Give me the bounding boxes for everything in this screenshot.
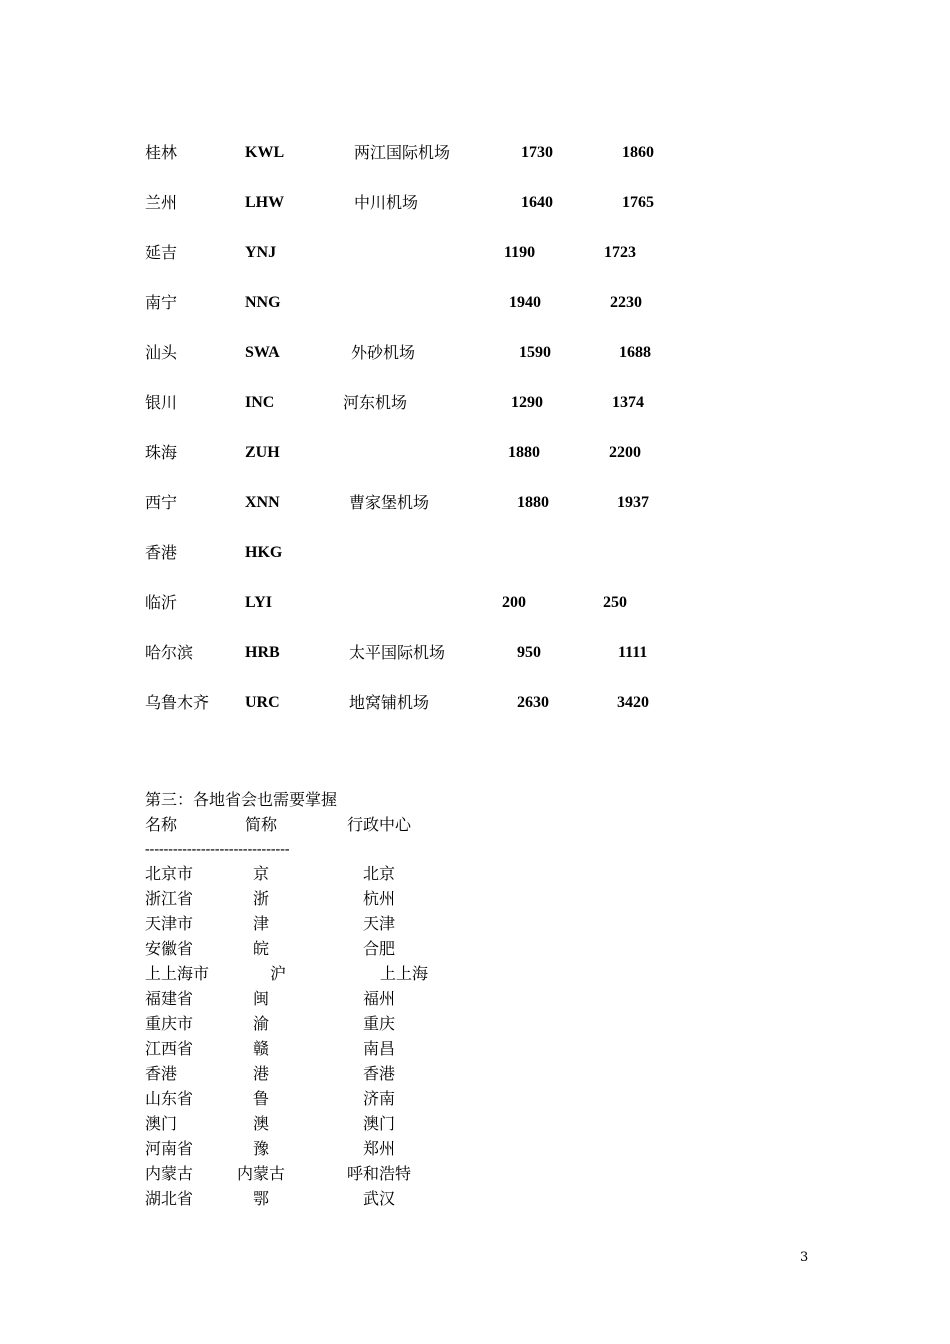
airport-code: XNN [245,494,280,511]
city-name: 珠海 [145,443,178,462]
city-name: 临沂 [145,593,178,612]
province-name: 安徽省 [145,939,194,958]
value-2: 1765 [622,194,654,211]
city-name: 延吉 [145,243,178,262]
province-abbr: 赣 [253,1039,270,1058]
province-name: 湖北省 [145,1189,194,1208]
value-2: 250 [603,594,627,611]
airport-name: 太平国际机场 [349,643,446,662]
header-abbr: 简称 [245,815,278,834]
province-abbr: 皖 [253,939,270,958]
airport-code: NNG [245,294,281,311]
province-abbr: 闽 [253,989,270,1008]
airport-row [0,291,950,315]
table-row [0,912,950,936]
province-capital: 呼和浩特 [347,1164,412,1183]
airport-row [0,691,950,715]
province-capital: 济南 [363,1089,396,1108]
province-abbr: 京 [253,864,270,883]
province-capital: 天津 [363,914,396,933]
value-2: 1723 [604,244,636,261]
value-2: 1860 [622,144,654,161]
province-capital: 上上海 [380,964,429,983]
province-capital: 合肥 [363,939,396,958]
divider: ------------------------------- [145,842,290,857]
province-abbr: 澳 [253,1114,270,1133]
city-name: 银川 [145,393,178,412]
city-name: 桂林 [145,143,178,162]
province-abbr: 内蒙古 [237,1164,286,1183]
airport-code: HRB [245,644,280,661]
province-name: 上上海市 [145,964,210,983]
airport-name: 中川机场 [354,193,419,212]
airport-row [0,441,950,465]
province-capital: 武汉 [363,1189,396,1208]
table-row [0,1187,950,1211]
table-row [0,937,950,961]
airport-code: LHW [245,194,285,211]
airport-row [0,191,950,215]
table-row [0,1062,950,1086]
value-2: 2230 [610,294,642,311]
province-abbr: 渝 [253,1014,270,1033]
airport-code: SWA [245,344,280,361]
province-name: 浙江省 [145,889,194,908]
value-1: 2630 [517,694,549,711]
airport-code: INC [245,394,275,411]
province-abbr: 豫 [253,1139,270,1158]
airport-name: 地窝铺机场 [349,693,430,712]
province-abbr: 鲁 [253,1089,270,1108]
province-capital: 澳门 [363,1114,396,1133]
province-name: 香港 [145,1064,178,1083]
value-2: 1374 [612,394,644,411]
value-2: 1688 [619,344,651,361]
province-name: 北京市 [145,864,194,883]
table-row [0,1137,950,1161]
province-capital: 郑州 [363,1139,396,1158]
airport-row [0,391,950,415]
city-name: 乌鲁木齐 [145,693,210,712]
page-number: 3 [800,1250,809,1265]
airport-row [0,591,950,615]
value-2: 1937 [617,494,649,511]
airport-name: 外砂机场 [351,343,416,362]
province-capital: 重庆 [363,1014,396,1033]
airport-row [0,141,950,165]
value-1: 1590 [519,344,551,361]
value-1: 1880 [517,494,549,511]
province-name: 内蒙古 [145,1164,194,1183]
airport-name: 曹家堡机场 [349,493,430,512]
table-header [0,813,950,837]
section-title: 第三：各地省会也需要掌握 [145,790,338,809]
airport-row [0,641,950,665]
province-capital: 杭州 [363,889,396,908]
city-name: 南宁 [145,293,178,312]
city-name: 汕头 [145,343,178,362]
airport-row [0,491,950,515]
airport-code: HKG [245,544,283,561]
header-capital: 行政中心 [347,815,412,834]
table-row [0,1087,950,1111]
province-capital: 南昌 [363,1039,396,1058]
province-name: 江西省 [145,1039,194,1058]
table-row [0,1112,950,1136]
value-1: 1730 [521,144,553,161]
province-name: 澳门 [145,1114,178,1133]
value-1: 1290 [511,394,543,411]
value-2: 3420 [617,694,649,711]
airport-code: ZUH [245,444,280,461]
province-abbr: 浙 [253,889,270,908]
value-1: 200 [502,594,526,611]
airport-code: KWL [245,144,285,161]
table-row [0,887,950,911]
header-name: 名称 [145,815,178,834]
province-name: 河南省 [145,1139,194,1158]
table-row [0,1162,950,1186]
province-name: 福建省 [145,989,194,1008]
table-row [0,1012,950,1036]
city-name: 兰州 [145,193,178,212]
airport-row [0,541,950,565]
table-row [0,987,950,1011]
value-1: 950 [517,644,541,661]
airport-code: URC [245,694,280,711]
value-1: 1640 [521,194,553,211]
airport-row [0,341,950,365]
province-abbr: 鄂 [253,1189,270,1208]
value-1: 1190 [504,244,536,261]
province-capital: 福州 [363,989,396,1008]
province-name: 重庆市 [145,1014,194,1033]
table-row [0,862,950,886]
airport-code: YNJ [245,244,277,261]
city-name: 西宁 [145,493,178,512]
value-2: 1111 [618,644,648,661]
table-row [0,1037,950,1061]
airport-code: LYI [245,594,272,611]
province-abbr: 港 [253,1064,270,1083]
province-capital: 香港 [363,1064,396,1083]
value-1: 1880 [508,444,540,461]
value-2: 2200 [609,444,641,461]
city-name: 香港 [145,543,178,562]
province-name: 天津市 [145,914,194,933]
province-capital: 北京 [363,864,396,883]
airport-row [0,241,950,265]
table-row [0,962,950,986]
city-name: 哈尔滨 [145,643,194,662]
province-abbr: 津 [253,914,270,933]
airport-name: 河东机场 [343,393,408,412]
airport-name: 两江国际机场 [354,143,451,162]
province-abbr: 沪 [270,964,287,983]
province-name: 山东省 [145,1089,194,1108]
value-1: 1940 [509,294,541,311]
